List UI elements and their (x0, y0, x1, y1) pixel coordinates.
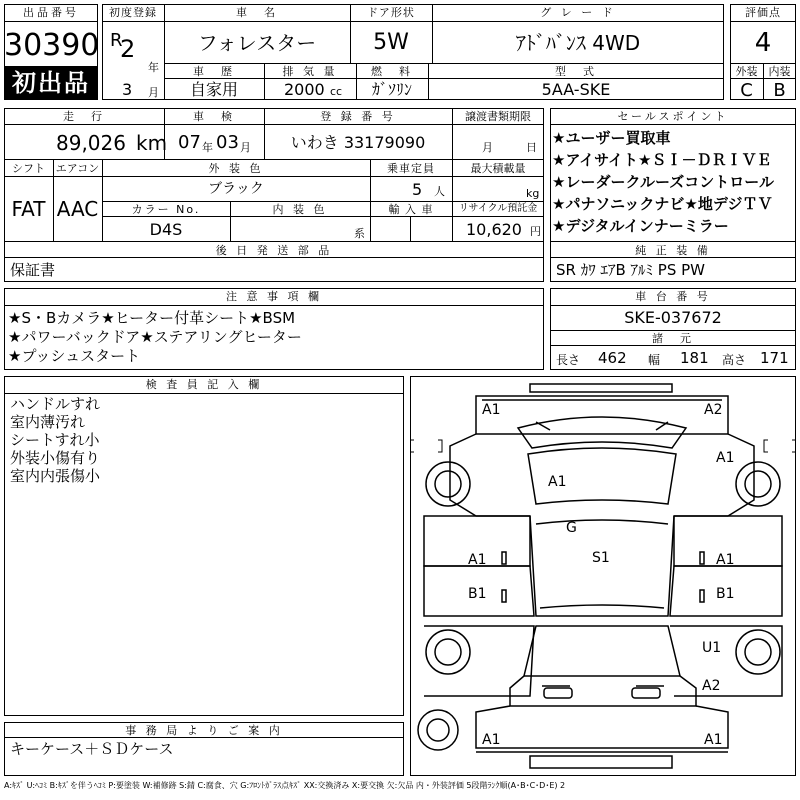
sales-point-1: ★ユーザー買取車 (552, 129, 671, 147)
equipment-label: 純 正 装 備 (635, 244, 711, 257)
mileage-label: 走 行 (63, 110, 105, 123)
note-2: ★パワーバックドア★ステアリングヒーター (8, 328, 302, 346)
exterior-color: ブラック (208, 181, 264, 197)
first-reg-year: 2 (120, 35, 136, 63)
sales-points-label: セールスポイント (617, 110, 729, 123)
width-label: 幅 (648, 353, 661, 367)
fuel: ｶﾞｿﾘﾝ (371, 80, 412, 99)
reg-no-label: 登 録 番 号 (320, 110, 396, 123)
length: 462 (598, 349, 627, 367)
length-label: 長さ (556, 353, 581, 367)
shift-label: シフト (12, 162, 45, 175)
car-diagram (410, 376, 796, 776)
score-label: 評価点 (745, 6, 781, 19)
office-note: キーケース＋ＳＤケース (10, 740, 174, 758)
insp-year-unit: 年 (202, 141, 213, 154)
recycle-unit: 円 (530, 225, 541, 238)
lot-number: 30390 (4, 28, 100, 63)
transfer-day: 日 (526, 141, 537, 154)
dims-label: 諸 元 (652, 332, 694, 345)
history: 自家用 (189, 80, 238, 99)
shift: FAT (11, 197, 46, 221)
car-name: フォレスター (197, 31, 317, 55)
displacement-unit: cc (330, 85, 343, 98)
mark-fender-right: A1 (716, 450, 735, 466)
note-1: ★S・Bカメラ★ヒーター付革シート★BSM (8, 309, 296, 327)
first-reg-month-unit: 月 (148, 86, 159, 99)
fuel-label: 燃 料 (371, 65, 413, 78)
later-parts-label: 後 日 発 送 部 品 (215, 244, 333, 257)
capacity-unit: 人 (434, 185, 445, 198)
exterior-label: 外装 (735, 65, 758, 78)
mark-door-rear-right: B1 (716, 586, 735, 602)
mark-glass: G (566, 520, 577, 536)
inspector-note-1: ハンドルすれ (10, 395, 101, 413)
int-color-label: 内 装 色 (272, 203, 328, 216)
inspector-label: 検 査 員 記 入 欄 (145, 378, 263, 391)
width: 181 (680, 349, 709, 367)
mark-roof: S1 (592, 550, 610, 566)
mark-front-left: A1 (482, 402, 501, 418)
later-parts: 保証書 (10, 261, 56, 279)
mark-rear-right: A2 (702, 678, 721, 694)
recycle: 10,620 (466, 220, 522, 239)
height: 171 (760, 349, 789, 367)
sales-point-4: ★パナソニックナビ★地デジＴＶ (552, 195, 773, 213)
first-reg-era: R (110, 30, 123, 51)
interior-grade: B (773, 80, 786, 101)
capacity: 5 (412, 180, 423, 199)
interior-label: 内装 (768, 65, 791, 78)
inspector-note-4: 外装小傷有り (10, 449, 101, 467)
lot-number-label: 出品番号 (23, 6, 79, 19)
first-reg-year-unit: 年 (148, 61, 159, 74)
mark-bumper-rear-right: A1 (704, 732, 723, 748)
ac-label: エアコン (55, 162, 100, 175)
inspector-note-2: 室内薄汚れ (10, 413, 86, 431)
mark-door-front-left: A1 (468, 552, 487, 568)
grade-label: グ レ ー ド (540, 6, 616, 19)
insp-month-unit: 月 (240, 141, 251, 154)
first-reg-label: 初度登録 (109, 6, 157, 19)
score: 4 (754, 28, 772, 58)
car-name-label: 車 名 (236, 6, 278, 19)
exterior-grade: C (740, 80, 753, 101)
sales-point-3: ★レーダークルーズコントロール (552, 173, 774, 191)
displacement-label: 排 気 量 (282, 65, 338, 78)
grade: ｱﾄﾞﾊﾞﾝｽ 4WD (515, 31, 641, 55)
office-label: 事 務 局 よ り ご 案 内 (125, 724, 283, 737)
first-reg-month: 3 (122, 80, 133, 99)
door-label: ドア形状 (367, 6, 415, 19)
equipment: SR ｶﾜ ｴｱB ｱﾙﾐ PS PW (556, 261, 706, 279)
transfer-month: 月 (482, 141, 493, 154)
history-label: 車 歴 (193, 65, 235, 78)
color-no: D4S (149, 220, 183, 239)
displacement: 2000 (284, 80, 325, 99)
mark-bumper-rear-left: A1 (482, 732, 501, 748)
model: 5AA-SKE (541, 80, 611, 99)
note-3: ★プッシュスタート (8, 347, 141, 365)
mileage-unit: km (136, 131, 168, 155)
inspection-label: 車 検 (193, 110, 235, 123)
first-listing-text: 初出品 (12, 69, 90, 97)
load-unit: kg (526, 187, 540, 200)
color-label: 外 装 色 (208, 162, 264, 175)
mark-door-rear-left: B1 (468, 586, 487, 602)
mark-quarter-right: U1 (702, 640, 722, 656)
mileage: 89,026 (56, 131, 126, 155)
model-label: 型 式 (555, 65, 597, 78)
insp-year: 07 (178, 132, 201, 153)
legend: A:ｷｽﾞ U:ﾍｺﾐ B:ｷｽﾞを伴うﾍｺﾐ P:要塗装 W:補修跡 S:錆 C:腐食、穴 G:ﾌﾛﾝﾄｶﾞﾗｽ点ｷｽﾞ XX:交換済み X:要交換 欠:欠品 内・外装評価 5段階ﾗﾝｸ順(A･B･C･D･E) 2 (4, 781, 566, 790)
import-label: 輸 入 車 (388, 203, 434, 216)
mark-front-right: A2 (704, 402, 723, 418)
door-type: 5W (373, 30, 409, 55)
insp-month: 03 (216, 132, 239, 153)
height-label: 高さ (722, 353, 747, 367)
int-color-unit: 系 (354, 227, 365, 240)
recycle-label: リサイクル預託金 (458, 203, 538, 214)
sales-point-5: ★デジタルインナーミラー (552, 217, 729, 235)
mark-windshield: A1 (548, 474, 567, 490)
transfer-label: 譲渡書類期限 (465, 110, 531, 123)
sales-point-2: ★アイサイト★ＳＩ－ＤＲＩＶＥ (552, 151, 772, 169)
color-no-label: カラー No. (131, 203, 201, 216)
mark-door-front-right: A1 (716, 552, 735, 568)
notes-label: 注 意 事 項 欄 (226, 290, 322, 303)
chassis-number: SKE-037672 (624, 308, 722, 327)
load-label: 最大積載量 (470, 162, 526, 175)
inspector-note-5: 室内内張傷小 (10, 467, 101, 485)
inspector-note-3: シートすれ小 (10, 431, 100, 449)
ac: AAC (56, 197, 99, 221)
chassis-label: 車 台 番 号 (635, 290, 711, 303)
reg-no: いわき 33179090 (290, 133, 426, 152)
capacity-label: 乗車定員 (387, 162, 435, 175)
